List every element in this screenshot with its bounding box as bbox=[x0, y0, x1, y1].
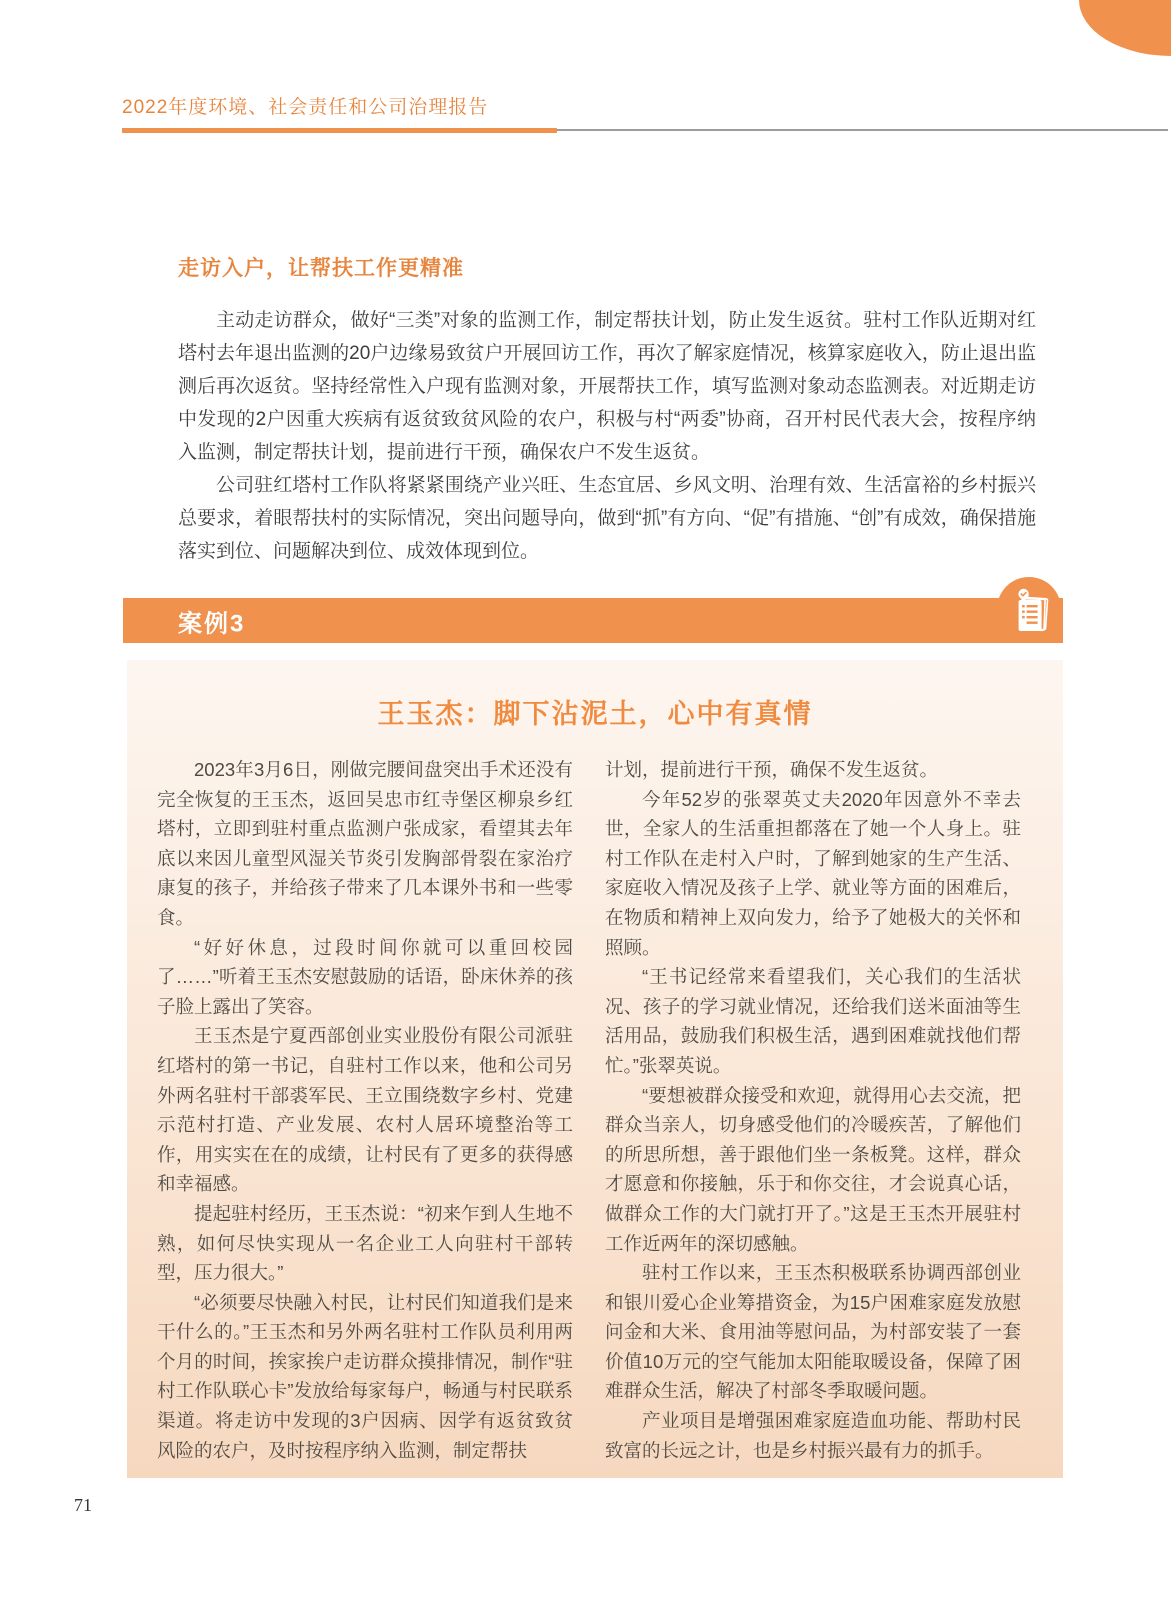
case-title: 王玉杰：脚下沾泥土，心中有真情 bbox=[377, 699, 813, 729]
case-content-box bbox=[127, 660, 1063, 1478]
paragraph: “要想被群众接受和欢迎，就得用心去交流，把群众当亲人，切身感受他们的冷暖疾苦，了解他们的所思所想，善于跟他们坐一条板凳。这样，群众才愿意和你接触，乐于和你交往，才会说真心话，做群众工作的大门就打开了。”这是王玉杰开展驻村工作近两年的深切感触。 bbox=[605, 1084, 1021, 1254]
paragraph: 计划，提前进行干预，确保不发生返贫。 bbox=[605, 759, 939, 780]
paragraph: 主动走访群众，做好“三类”对象的监测工作，制定帮扶计划，防止发生返贫。驻村工作队近期对红塔村去年退出监测的20户边缘易致贫户开展回访工作，再次了解家庭情况，核算家庭收入，防止退出监测后再次返贫。坚持经常性入户现有监测对象，开展帮扶工作，填写监测对象动态监测表。对近期走访中发现的2户因重大疾病有返贫致贫风险的农户，积极与村“两委”协商，召开村民代表大会，按程序纳入监测，制定帮扶计划，提前进行干预，确保农户不发生返贫。 bbox=[178, 310, 1036, 463]
section-heading: 走访入户，让帮扶工作更精准 bbox=[178, 257, 464, 280]
paragraph: 产业项目是增强困难家庭造血功能、帮助村民致富的长远之计，也是乡村振兴最有力的抓手。 bbox=[605, 1410, 1021, 1461]
paragraph: 2023年3月6日，刚做完腰间盘突出手术还没有完全恢复的王玉杰，返回吴忠市红寺堡区柳泉乡红塔村，立即到驻村重点监测户张成家，看望其去年底以来因儿童型风湿关节炎引发胸部骨裂在家治疗康复的孩子，并给孩子带来了几本课外书和一些零食。 bbox=[157, 759, 573, 928]
report-title: 2022年度环境、社会责任和公司治理报告 bbox=[122, 97, 489, 118]
section-body bbox=[178, 304, 1036, 568]
case-left-column bbox=[157, 755, 573, 1465]
case-banner bbox=[123, 598, 1063, 643]
clipboard-checklist-pin-icon bbox=[1011, 587, 1051, 637]
paragraph: 提起驻村经历，王玉杰说：“初来乍到人生地不熟，如何尽快实现从一名企业工人向驻村干部转型，压力很大。” bbox=[157, 1202, 573, 1284]
banner-bump bbox=[997, 577, 1061, 643]
paragraph: “王书记经常来看望我们，关心我们的生活状况、孩子的学习就业情况，还给我们送米面油等生活用品，鼓励我们积极生活，遇到困难就找他们帮忙。”张翠英说。 bbox=[605, 966, 1021, 1076]
intro-section bbox=[178, 252, 1036, 568]
paragraph: 驻村工作以来，王玉杰积极联系协调西部创业和银川爱心企业筹措资金，为15户困难家庭发放慰问金和大米、食用油等慰问品，为村部安装了一套价值10万元的空气能加太阳能取暖设备，保障了困难群众生活，解决了村部冬季取暖问题。 bbox=[605, 1262, 1021, 1402]
case-columns bbox=[127, 731, 1063, 1465]
page-number: 71 bbox=[74, 1495, 92, 1515]
header-rule-accent bbox=[122, 128, 557, 133]
paragraph: 今年52岁的张翠英丈夫2020年因意外不幸去世，全家人的生活重担都落在了她一个人身上。驻村工作队在走村入户时，了解到她家的生产生活、家庭收入情况及孩子上学、就业等方面的困难后，在物质和精神上双向发力，给予了她极大的关怀和照顾。 bbox=[605, 788, 1021, 958]
paragraph: 王玉杰是宁夏西部创业实业股份有限公司派驻红塔村的第一书记，自驻村工作以来，他和公司另外两名驻村干部裘军民、王立围绕数字乡村、党建示范村打造、产业发展、农村人居环境整治等工作，用实实在在的成绩，让村民有了更多的获得感和幸福感。 bbox=[157, 1025, 573, 1195]
case-right-column bbox=[605, 755, 1021, 1465]
paragraph: 公司驻红塔村工作队将紧紧围绕产业兴旺、生态宜居、乡风文明、治理有效、生活富裕的乡村振兴总要求，着眼帮扶村的实际情况，突出问题导向，做到“抓”有方向、“促”有措施、“创”有成效，确保措施落实到位、问题解决到位、成效体现到位。 bbox=[178, 475, 1036, 562]
header-rule-line bbox=[557, 129, 1168, 131]
paragraph: “好好休息，过段时间你就可以重回校园了……”听着王玉杰安慰鼓励的话语，卧床休养的孩子脸上露出了笑容。 bbox=[157, 936, 573, 1017]
case-banner-label: 案例3 bbox=[178, 610, 246, 637]
corner-decoration bbox=[1079, 0, 1171, 56]
paragraph: “必须要尽快融入村民，让村民们知道我们是来干什么的。”王玉杰和另外两名驻村工作队员利用两个月的时间，挨家挨户走访群众摸排情况，制作“驻村工作队联心卡”发放给每家每户，畅通与村民联系渠道。将走访中发现的3户因病、因学有返贫致贫风险的农户，及时按程序纳入监测，制定帮扶 bbox=[157, 1291, 573, 1461]
report-header bbox=[122, 92, 1171, 133]
header-rule bbox=[122, 128, 1171, 133]
